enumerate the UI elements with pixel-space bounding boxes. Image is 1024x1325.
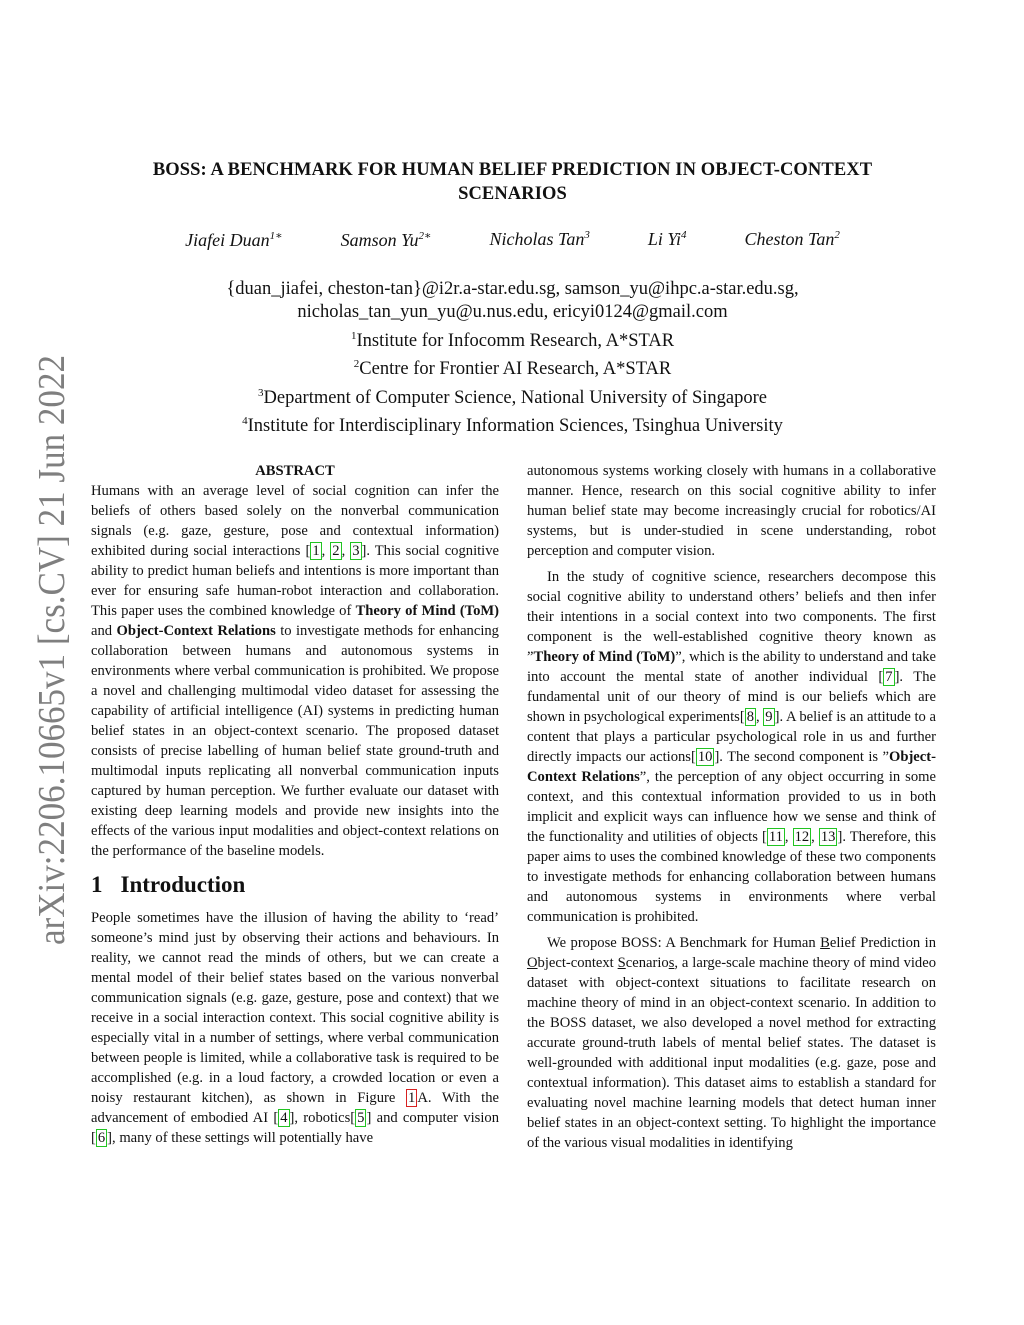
citation-link[interactable]: 3 [352,543,360,559]
affiliation: $^1$Institute for Infocomm Research, A*STAR [350,329,675,351]
right-column [527,461,936,1153]
body-paragraph: In the study of cognitive science, researchers decompose this social cognitive ability to understand others’ beliefs and then infer their intentions in a social context into two components. The first component is the well-established cognitive theory known as ”Theory of Mind (ToM)”, which is the ability to understand and take into account the mental state of another individual [ 7 ]. The fundamental unit of our theory of mind is our beliefs which are shown in psychological experiments[ 8 , 9 ]. A belief is an attitude to a content that plays a particular psychological role in us and further directly impacts our actions[ 10 ]. The second component is ”Object-Context Relations”, the perception of any object occurring in some context, and this contextual information provided to us in both implicit and explicit ways can influence how we sense and think of the functionality and utilities of objects [ 11 , 12 , 13 ]. Therefore, this paper aims to uses the combined knowledge of these two components to investigate methods for enhancing collaboration between humans and autonomous systems in environments where verbal communication is prohibited. [527,569,937,925]
author: Samson $Yu^{2∗}$ [340,230,432,250]
author-list [90,229,935,251]
citation-link[interactable]: 12 [794,829,810,845]
affiliation: $^2$Centre for Frontier AI Research, A*STAR [353,358,672,380]
citation-link[interactable]: 6 [97,1130,106,1146]
affiliation: $^3$Department of Computer Science, National University of Singapore [258,386,767,408]
affiliations-block [90,278,935,438]
arxiv-watermark-text: arXiv:2206.10665v1 [cs.CV] 21 Jun 2022 [31,305,73,945]
citation-link[interactable]: 10 [697,749,713,765]
citation-link[interactable]: 1 [312,543,320,559]
arxiv-watermark [0,0,80,1325]
citation-link[interactable]: 7 [885,669,893,685]
body-paragraph: We propose BOSS: A Benchmark for Human Belief Prediction in Object-context Scenarios, a large-scale machine theory of mind video dataset with object-context situations to facilitate research on machine theory of mind in an object-context scenario. In addition to the BOSS dataset, we also developed a novel method for extracting accurate ground-truth labels of mental belief states. The dataset is well-grounded with additional input modalities (e.g. gaze, pose and contextual information). This dataset aims to establish a standard for evaluating novel machine learning models that detect human inner belief states in an object-context setting. To highlight the importance of the various visual modalities in identifying [527,935,937,1151]
citation-link[interactable]: 9 [765,709,773,725]
citation-link[interactable]: 13 [820,829,836,845]
author: Li Yi$^4$ [647,229,687,249]
figure-link[interactable]: 1 [408,1090,416,1106]
title-line-1: BOSS: A BENCHMARK FOR HUMAN BELIEF PREDICTION IN OBJECT-CONTEXT [152,160,873,180]
abstract-heading: ABSTRACT [255,463,335,479]
citation-link[interactable]: 5 [357,1110,365,1126]
section-heading-introduction: 1 Introduction [91,872,246,897]
left-column [91,461,499,1148]
email-line: {duan_jiafei, cheston-tan}@i2r.a-star.edu.sg, samson_yu@ihpc.a-star.edu.sg, [226,279,799,299]
author: Cheston Tan$^2$ [744,229,840,249]
citation-link[interactable]: 8 [746,709,754,725]
citation-link[interactable]: 4 [280,1110,288,1126]
email-line: nicholas_tan_yun_yu@u.nus.edu, ericyi0124@gmail.com [297,302,728,323]
author: Jiafei Duan$^{1∗}$ [185,230,283,250]
citation-link[interactable]: 2 [332,543,340,559]
abstract-paragraph: Humans with an average level of social cognition can infer the beliefs of others based solely on the nonverbal communication signals (e.g. gaze, gesture, pose and contextual information) exhibited during social interactions [ 1 , 2 , 3 ]. This social cognitive ability to predict human beliefs and intentions is more important than ever for ensuring safe human-robot interaction and collaboration. This paper uses the combined knowledge of Theory of Mind (ToM) and Object-Context Relations to investigate methods for enhancing collaboration between humans and autonomous systems in environments where verbal communication is prohibited. We propose a novel and challenging multimodal video dataset for assessing the capability of artificial intelligence (AI) systems in predicting human belief states in an object-context scenario. The proposed dataset consists of precise labelling of human belief state ground-truth and multimodal inputs replicating all nonverbal communication inputs captured by human perception. We further evaluate our dataset with existing deep learning models and provide new insights into the effects of the various input modalities and object-context relations on the performance of the baseline models. [91,483,500,859]
author: Nicholas Tan$^3$ [489,229,590,249]
body-paragraph: autonomous systems working closely with humans in a collaborative manner. Hence, research on this social cognitive ability to infer human belief state may become increasingly crucial for robotics/AI systems, but is under-studied in scene understanding, robot perception and computer vision. [527,463,936,559]
paper-title [90,158,935,206]
intro-paragraph: People sometimes have the illusion of having the ability to ‘read’ someone’s mind just by observing their actions and behaviours. In reality, we cannot read the minds of others, but we can create a mental model of their belief states based on the various nonverbal communication signals (e.g. gaze, gesture, pose and context) that we receive in a social interaction context. This social cognitive ability is especially vital in a number of settings, where verbal communication between people is limited, while a collaborative task is required to be accomplished (e.g. in a loud factory, a crowded location or even a noisy restaurant kitchen), as shown in Figure 1 A. With the advancement of embodied AI [ 4 ], robotics[ 5 ] and computer vision [ 6 ], many of these settings will potentially have [91,910,499,1146]
title-line-2: SCENARIOS [458,184,567,204]
affiliation: $^4$Institute for Interdisciplinary Information Sciences, Tsinghua University [242,414,783,437]
citation-link[interactable]: 11 [768,829,783,845]
